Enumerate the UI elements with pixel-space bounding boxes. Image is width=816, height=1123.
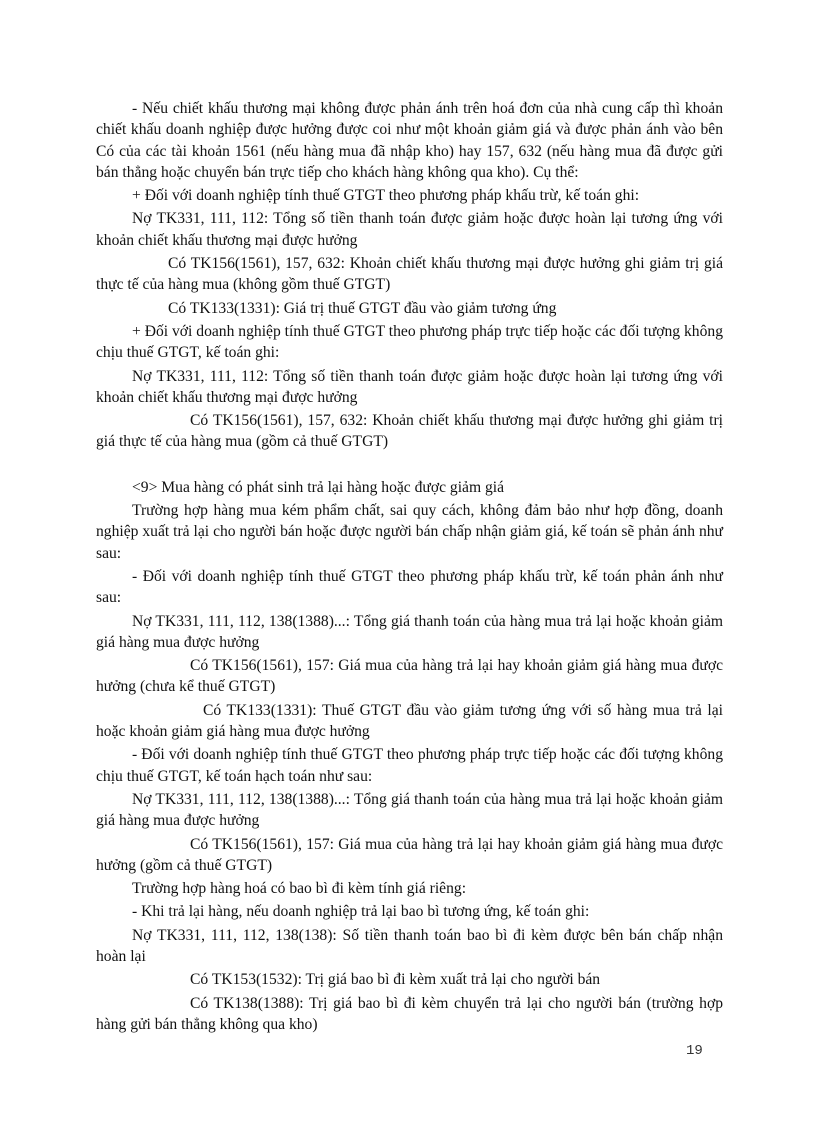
paragraph-returns-direct: - Đối với doanh nghiệp tính thuế GTGT theo phương pháp trực tiếp hoặc các đối tượng không chịu thuế GTGT, kế toán hạch toán như sau: — [96, 746, 723, 785]
document-page — [96, 98, 723, 1035]
entry-debit-1: Nợ TK331, 111, 112: Tổng số tiền thanh toán được giảm hoặc được hoàn lại tương ứng với khoản chiết khấu thương mại được hưởng — [96, 210, 723, 249]
entry-credit-3a: Có TK156(1561), 157: Giá mua của hàng trả lại hay khoản giảm giá hàng mua được hưởng (chưa kể thuế GTGT) — [96, 657, 723, 696]
entry-credit-3b: Có TK133(1331): Thuế GTGT đầu vào giảm tương ứng với số hàng mua trả lại hoặc khoản giảm giá hàng mua được hưởng — [96, 701, 723, 741]
entry-debit-2: Nợ TK331, 111, 112: Tổng số tiền thanh toán được giảm hoặc được hoàn lại tương ứng với khoản chiết khấu thương mại được hưởng — [96, 367, 723, 406]
paragraph-returns-deduction: - Đối với doanh nghiệp tính thuế GTGT theo phương pháp khấu trừ, kế toán phản ánh như sau: — [96, 567, 723, 607]
entry-debit-5: Nợ TK331, 111, 112, 138(138): Số tiền thanh toán bao bì đi kèm được bên bán chấp nhận hoàn lại — [96, 926, 723, 965]
page-number: 19 — [686, 1043, 703, 1059]
section-gap — [96, 455, 723, 477]
paragraph-discount-not-on-invoice: - Nếu chiết khấu thương mại không được phản ánh trên hoá đơn của nhà cung cấp thì khoản chiết khấu doanh nghiệp được hưởng được coi như một khoản giảm giá và được phản ánh vào bên Có của các tài khoản 1561 (nếu hàng mua đã nhập kho) hay 157, 632 (nếu hàng mua đã được gửi bán thẳng hoặc chuyển bán trực tiếp cho khách hàng không qua kho). Cụ thể: — [96, 100, 723, 181]
entry-debit-4: Nợ TK331, 111, 112, 138(1388)...: Tổng giá thanh toán của hàng mua trả lại hoặc khoản giảm giá hàng mua được hưởng — [96, 790, 723, 830]
paragraph-direct-method: + Đối với doanh nghiệp tính thuế GTGT theo phương pháp trực tiếp hoặc các đối tượng không chịu thuế GTGT, kế toán ghi: — [96, 322, 723, 362]
paragraph-packaging-return: - Khi trả lại hàng, nếu doanh nghiệp trả lại bao bì tương ứng, kế toán ghi: — [132, 903, 590, 921]
entry-credit-1b: Có TK133(1331): Giá trị thuế GTGT đầu vào giảm tương ứng — [168, 299, 557, 317]
entry-credit-4: Có TK156(1561), 157: Giá mua của hàng trả lại hay khoản giảm giá hàng mua được hưởng (gồm cả thuế GTGT) — [96, 835, 723, 874]
entry-debit-3: Nợ TK331, 111, 112, 138(1388)...: Tổng giá thanh toán của hàng mua trả lại hoặc khoản giảm giá hàng mua được hưởng — [96, 612, 723, 651]
paragraph-deduction-method: + Đối với doanh nghiệp tính thuế GTGT theo phương pháp khấu trừ, kế toán ghi: — [132, 187, 640, 205]
entry-credit-1a: Có TK156(1561), 157, 632: Khoản chiết khấu thương mại được hưởng ghi giảm trị giá thực tế của hàng mua (không gồm thuế GTGT) — [96, 255, 723, 294]
entry-credit-5b: Có TK138(1388): Trị giá bao bì đi kèm chuyển trả lại cho người bán (trường hợp hàng gửi bán thẳng không qua kho) — [96, 994, 723, 1033]
entry-credit-5a: Có TK153(1532): Trị giá bao bì đi kèm xuất trả lại cho người bán — [190, 971, 601, 989]
section-heading-9: <9> Mua hàng có phát sinh trả lại hàng hoặc được giảm giá — [132, 478, 505, 496]
paragraph-packaging: Trường hợp hàng hoá có bao bì đi kèm tính giá riêng: — [132, 880, 467, 898]
entry-credit-2: Có TK156(1561), 157, 632: Khoản chiết khấu thương mại được hưởng ghi giảm trị giá thực tế của hàng mua (gồm cả thuế GTGT) — [96, 412, 723, 451]
paragraph-returns-intro: Trường hợp hàng mua kém phẩm chất, sai quy cách, không đảm bảo như hợp đồng, doanh nghiệp xuất trả lại cho người bán hoặc được người bán chấp nhận giảm giá, kế toán sẽ phản ánh như sau: — [96, 502, 723, 562]
